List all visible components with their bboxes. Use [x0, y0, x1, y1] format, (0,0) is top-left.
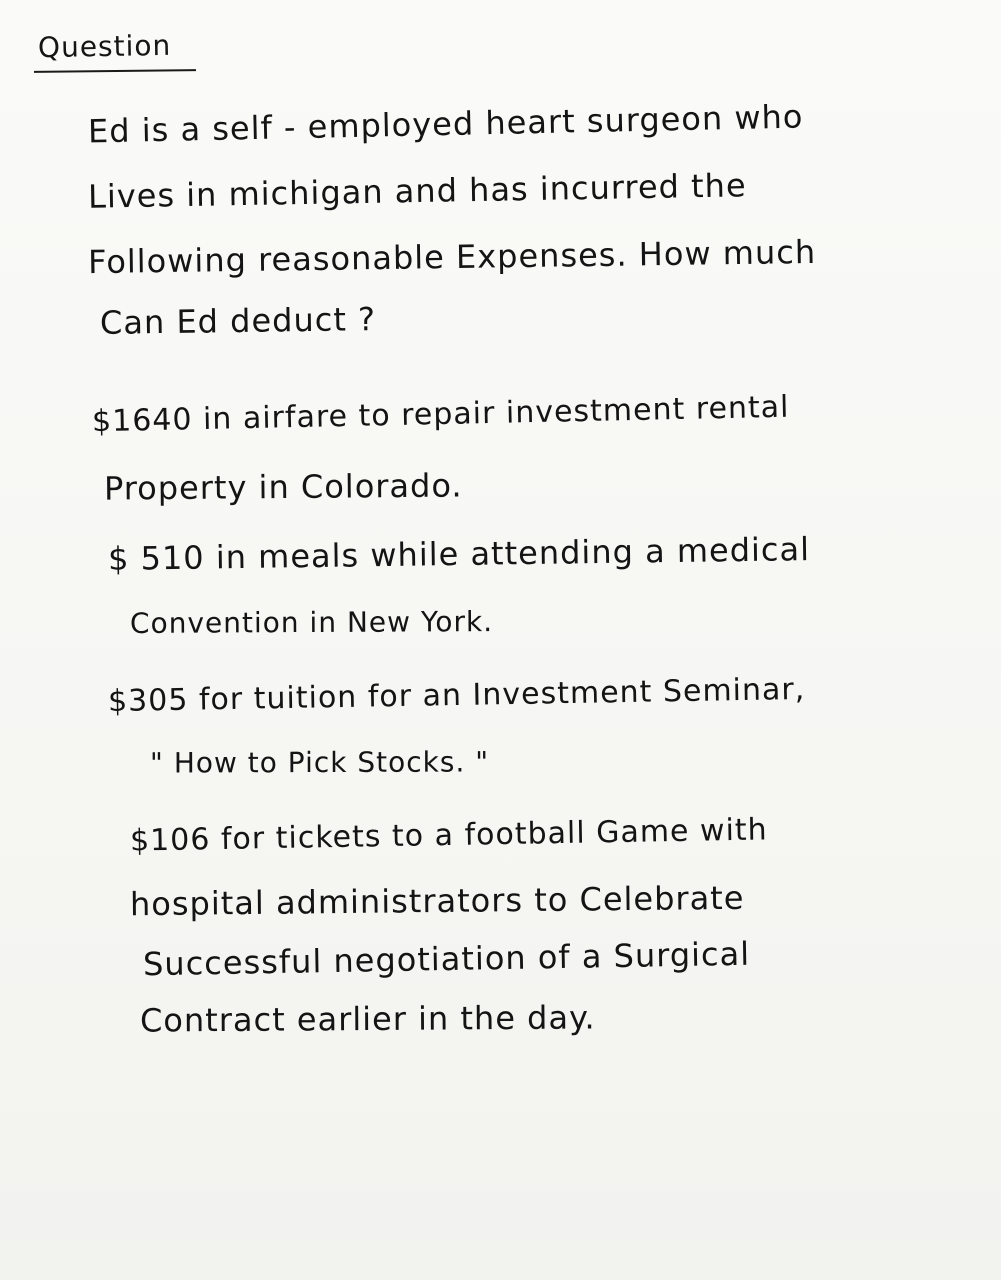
expense-item-meals-cont: Convention in New York.	[129, 605, 494, 640]
expense-item-tuition-cont: " How to Pick Stocks. "	[149, 745, 490, 780]
expense-item-airfare-cont: Property in Colorado.	[103, 466, 463, 508]
expense-item-meals: $ 510 in meals while attending a medical	[107, 530, 811, 578]
expense-item-airfare: $1640 in airfare to repair investment rental	[91, 389, 790, 440]
expense-item-tickets-cont: hospital administrators to Celebrate	[129, 878, 745, 924]
question-heading: Question	[37, 28, 172, 65]
expense-item-tickets-cont: Contract earlier in the day.	[139, 998, 596, 1040]
heading-underline	[34, 69, 196, 73]
question-line: Can Ed deduct ?	[99, 300, 377, 342]
question-line: Lives in michigan and has incurred the	[87, 166, 747, 216]
expense-item-tickets: $106 for tickets to a football Game with	[129, 812, 768, 859]
question-line: Ed is a self - employed heart surgeon who	[87, 97, 804, 151]
expense-item-tuition: $305 for tuition for an Investment Seminar,	[107, 671, 806, 720]
question-line: Following reasonable Expenses. How much	[87, 232, 817, 282]
expense-item-tickets-cont: Successful negotiation of a Surgical	[142, 934, 751, 984]
